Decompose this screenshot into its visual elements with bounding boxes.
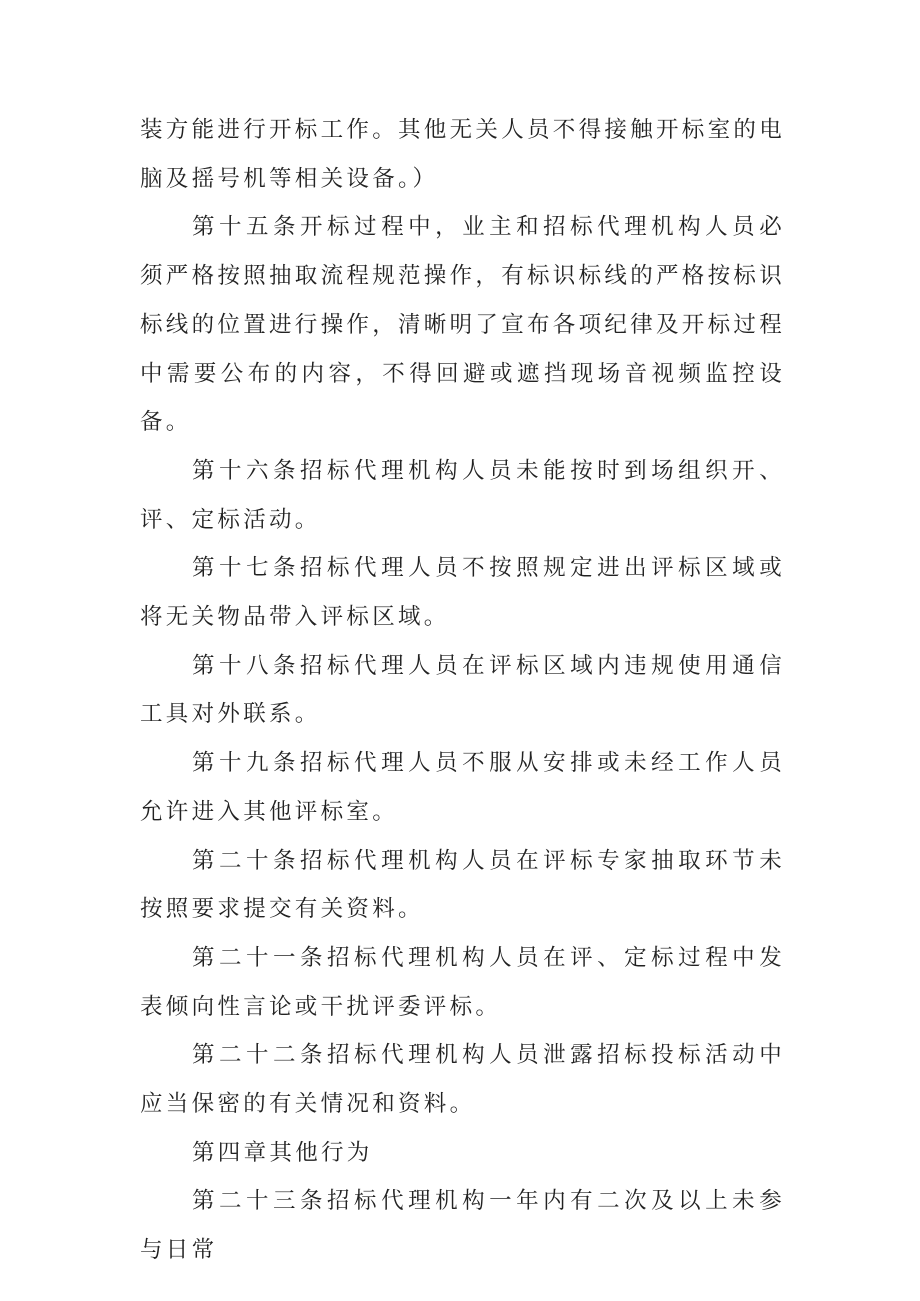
document-body: [140, 106, 785, 1275]
paragraph-article-21: 第二十一条招标代理机构人员在评、定标过程中发表倾向性言论或干扰评委评标。: [140, 944, 785, 1020]
paragraph-article-15: 第十五条开标过程中，业主和招标代理机构人员必须严格按照抽取流程规范操作，有标识标线的严格按标识标线的位置进行操作，清晰明了宣布各项纪律及开标过程中需要公布的内容，不得回避或遮挡现场音视频监控设备。: [140, 214, 786, 436]
paragraph-article-19: 第十九条招标代理人员不服从安排或未经工作人员允许进入其他评标室。: [140, 750, 785, 825]
paragraph-article-16: 第十六条招标代理机构人员未能按时到场组织开、评、定标活动。: [140, 457, 785, 533]
paragraph-article-17: 第十七条招标代理人员不按照规定进出评标区域或将无关物品带入评标区域。: [140, 555, 785, 631]
paragraph-article-23: 第二十三条招标代理机构一年内有二次及以上未参与日常: [140, 1188, 785, 1264]
paragraph-article-20: 第二十条招标代理机构人员在评标专家抽取环节未按照要求提交有关资料。: [140, 847, 785, 923]
paragraph-article-18: 第十八条招标代理人员在评标区域内违规使用通信工具对外联系。: [140, 652, 785, 728]
paragraph-article-22: 第二十二条招标代理机构人员泄露招标投标活动中应当保密的有关情况和资料。: [140, 1042, 785, 1118]
chapter-heading-4: 第四章其他行为: [192, 1139, 373, 1166]
paragraph-continuation: 装方能进行开标工作。其他无关人员不得接触开标室的电脑及摇号机等相关设备。）: [140, 117, 786, 192]
